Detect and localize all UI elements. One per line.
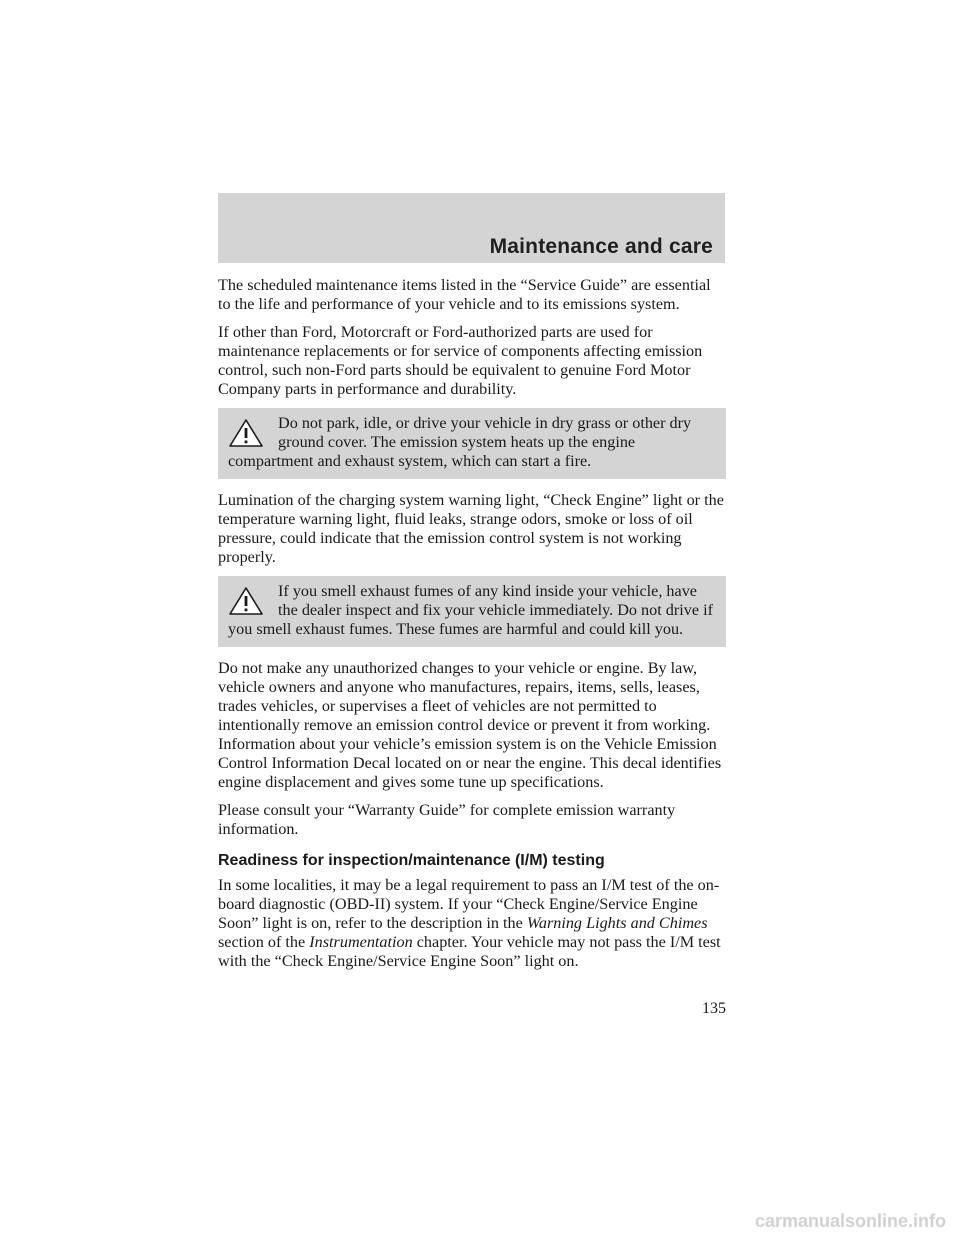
- paragraph-warranty-guide: Please consult your “Warranty Guide” for complete emission warranty information.: [218, 801, 676, 838]
- page-content: [218, 276, 726, 980]
- paragraph-non-ford-parts: If other than Ford, Motorcraft or Ford-authorized parts are used for maintenance replacements or for service of components affecting emission control, such non-Ford parts should be equivalent to genuine Ford Motor Company parts in performance and durability.: [218, 323, 703, 398]
- im-text-part1: In some localities, it may be a legal requirement to pass an I/M test of the on-board diagnostic (OBD-II) system. If your “Check Engine/Service Engine Soon” light is on, refer to the description in the: [218, 876, 720, 932]
- paragraph-service-guide: The scheduled maintenance items listed in the “Service Guide” are essential to the life and performance of your vehicle and to its emissions system.: [218, 276, 711, 313]
- warning-text: Do not park, idle, or drive your vehicle in dry grass or other dry ground cover. The emission system heats up the engine compartment and exhaust system, which can start a fire.: [228, 414, 692, 470]
- im-text-part2: section of the: [218, 933, 310, 951]
- warning-box-dry-grass: [218, 408, 726, 479]
- warning-box-exhaust-fumes: [218, 576, 726, 647]
- warning-triangle-icon: [228, 418, 264, 448]
- paragraph-unauthorized-changes: Do not make any unauthorized changes to your vehicle or engine. By law, vehicle owners and anyone who manufactures, repairs, items, sells, leases, trades vehicles, or supervises a fleet of vehicles are not permitted to intentionally remove an emission control device or prevent it from working. Information about your vehicle’s emission system is on the Vehicle Emission Control Information Decal located on or near the engine. This decal identifies engine displacement and gives some tune up specifications.: [218, 659, 722, 791]
- watermark-text: carmanualsonline.info: [754, 1211, 946, 1231]
- warning-text: If you smell exhaust fumes of any kind inside your vehicle, have the dealer inspect and fix your vehicle immediately. Do not drive if you smell exhaust fumes. These fumes are harmful and could kill you.: [228, 582, 713, 638]
- warning-triangle-icon: [228, 586, 264, 616]
- paragraph-im-testing: [218, 876, 726, 971]
- section-title: Maintenance and care: [489, 235, 713, 258]
- paragraph-lumination: Lumination of the charging system warning light, “Check Engine” light or the temperature warning light, fluid leaks, strange odors, smoke or loss of oil pressure, could indicate that the emission control system is not working properly.: [218, 491, 724, 566]
- subheading-readiness: Readiness for inspection/maintenance (I/M) testing: [218, 852, 605, 869]
- im-text-part3: chapter. Your vehicle may not pass the I/M test with the “Check Engine/Service Engine Soon” light on.: [218, 933, 721, 970]
- page-number: 135: [702, 1000, 726, 1017]
- ref-instrumentation: Instrumentation: [309, 933, 413, 951]
- watermark-logo: [708, 1206, 948, 1234]
- ref-warning-lights: Warning Lights and Chimes: [526, 914, 708, 932]
- header-band: [218, 193, 725, 263]
